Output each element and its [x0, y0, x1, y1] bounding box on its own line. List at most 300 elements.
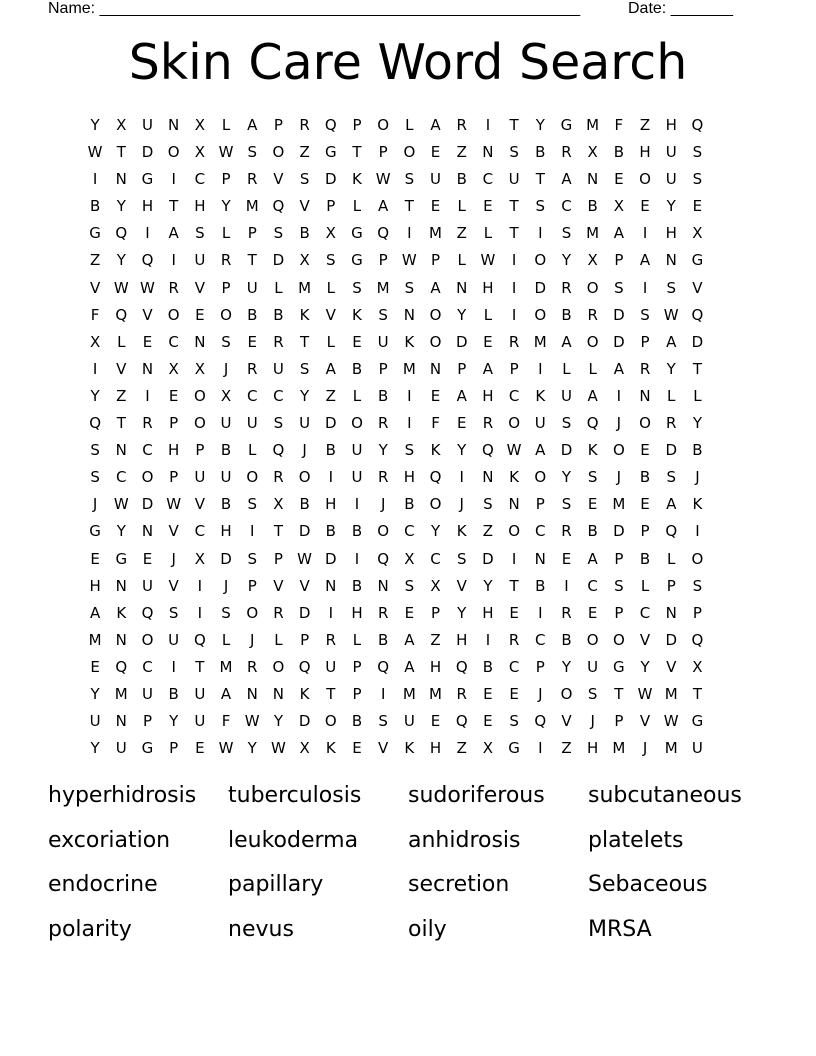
grid-letter[interactable]: Y	[116, 197, 126, 216]
grid-letter[interactable]: P	[640, 522, 650, 541]
grid-letter[interactable]: X	[299, 251, 310, 270]
grid-letter[interactable]: N	[168, 116, 180, 134]
grid-letter[interactable]: Q	[691, 116, 704, 134]
grid-letter[interactable]: E	[142, 549, 153, 568]
grid-letter[interactable]: S	[535, 197, 546, 216]
grid-letter[interactable]: E	[483, 197, 493, 216]
grid-letter[interactable]: B	[220, 495, 232, 514]
grid-letter[interactable]: U	[141, 116, 153, 134]
grid-letter[interactable]: J	[459, 495, 464, 514]
grid-letter[interactable]: O	[193, 414, 206, 433]
grid-letter[interactable]: E	[430, 386, 441, 405]
grid-letter[interactable]: D	[691, 332, 704, 351]
grid-letter[interactable]: U	[403, 712, 415, 731]
grid-letter[interactable]: Q	[141, 603, 154, 622]
grid-letter[interactable]: T	[509, 197, 519, 216]
grid-letter[interactable]: X	[220, 386, 232, 405]
grid-letter[interactable]: T	[509, 576, 519, 595]
grid-letter[interactable]: Q	[455, 657, 468, 676]
grid-letter[interactable]: O	[351, 414, 363, 433]
grid-letter[interactable]: P	[273, 549, 283, 568]
grid-letter[interactable]: Y	[300, 386, 310, 405]
grid-letter[interactable]: L	[352, 386, 362, 405]
grid-letter[interactable]: L	[457, 197, 466, 216]
grid-letter[interactable]: L	[457, 251, 466, 270]
grid-letter[interactable]: R	[561, 522, 572, 541]
grid-letter[interactable]: T	[614, 684, 624, 703]
grid-letter[interactable]: C	[116, 468, 127, 487]
grid-letter[interactable]: V	[692, 278, 703, 297]
grid-letter[interactable]: E	[430, 197, 441, 216]
grid-letter[interactable]: T	[404, 197, 414, 216]
grid-letter[interactable]: S	[692, 576, 703, 595]
grid-letter[interactable]: Q	[272, 441, 285, 460]
grid-letter[interactable]: D	[298, 603, 311, 622]
grid-letter[interactable]: N	[246, 684, 258, 703]
grid-letter[interactable]: L	[117, 332, 126, 351]
grid-letter[interactable]: E	[692, 197, 703, 216]
grid-letter[interactable]: J	[223, 359, 229, 378]
grid-letter[interactable]: M	[114, 684, 128, 703]
grid-letter[interactable]: B	[692, 441, 703, 460]
grid-letter[interactable]: W	[166, 495, 182, 514]
grid-letter[interactable]: O	[586, 278, 599, 297]
grid-letter[interactable]: B	[89, 197, 101, 216]
grid-letter[interactable]: I	[642, 278, 648, 297]
grid-letter[interactable]: Q	[455, 712, 468, 731]
grid-letter[interactable]: B	[587, 522, 598, 541]
grid-letter[interactable]: M	[376, 278, 390, 297]
grid-letter[interactable]: L	[221, 630, 231, 649]
grid-letter[interactable]: P	[378, 143, 388, 162]
grid-letter[interactable]: E	[142, 332, 153, 351]
grid-letter[interactable]: R	[325, 630, 336, 649]
grid-letter[interactable]: U	[220, 468, 232, 487]
grid-letter[interactable]: L	[274, 278, 283, 297]
grid-letter[interactable]: R	[377, 603, 389, 622]
grid-letter[interactable]: Q	[586, 414, 599, 433]
grid-letter[interactable]: Y	[273, 712, 283, 731]
grid-letter[interactable]: W	[113, 278, 129, 297]
grid-letter[interactable]: P	[457, 359, 467, 378]
grid-letter[interactable]: U	[194, 712, 206, 731]
grid-letter[interactable]: H	[456, 630, 468, 649]
grid-letter[interactable]: U	[246, 414, 258, 433]
grid-letter[interactable]: C	[194, 170, 206, 189]
grid-letter[interactable]: S	[221, 603, 231, 622]
grid-letter[interactable]: S	[587, 468, 598, 487]
grid-letter[interactable]: O	[429, 495, 442, 514]
grid-letter[interactable]: H	[194, 197, 206, 216]
grid-letter[interactable]: A	[404, 630, 415, 649]
grid-letter[interactable]: H	[482, 278, 494, 297]
grid-letter[interactable]: P	[169, 468, 179, 487]
grid-letter[interactable]: A	[456, 386, 467, 405]
grid-letter[interactable]: P	[378, 251, 388, 270]
grid-letter[interactable]: L	[274, 630, 283, 649]
grid-letter[interactable]: Q	[691, 630, 704, 649]
grid-letter[interactable]: Y	[90, 386, 100, 405]
grid-letter[interactable]: H	[482, 603, 494, 622]
grid-letter[interactable]: O	[220, 305, 232, 324]
grid-letter[interactable]: X	[613, 197, 624, 216]
grid-letter[interactable]: K	[352, 170, 362, 189]
grid-letter[interactable]: L	[221, 224, 231, 243]
grid-letter[interactable]: C	[561, 197, 572, 216]
grid-letter[interactable]: S	[247, 143, 257, 162]
grid-letter[interactable]: V	[456, 576, 467, 595]
grid-letter[interactable]: S	[640, 305, 650, 324]
grid-letter[interactable]: N	[115, 170, 127, 189]
grid-letter[interactable]: S	[404, 278, 415, 297]
grid-letter[interactable]: N	[456, 278, 468, 297]
grid-letter[interactable]: E	[195, 305, 205, 324]
grid-letter[interactable]: L	[326, 278, 335, 297]
grid-letter[interactable]: B	[351, 712, 363, 731]
grid-letter[interactable]: J	[250, 630, 255, 649]
grid-letter[interactable]: D	[272, 251, 285, 270]
grid-letter[interactable]: S	[509, 143, 519, 162]
grid-letter[interactable]: V	[194, 278, 205, 297]
grid-letter[interactable]: P	[535, 495, 545, 514]
grid-letter[interactable]: G	[141, 739, 154, 758]
grid-letter[interactable]: Y	[457, 305, 467, 324]
grid-letter[interactable]: E	[561, 549, 572, 568]
grid-letter[interactable]: N	[403, 305, 415, 324]
grid-letter[interactable]: G	[508, 739, 520, 758]
grid-letter[interactable]: N	[665, 603, 677, 622]
grid-letter[interactable]: M	[586, 116, 600, 134]
grid-letter[interactable]: G	[89, 522, 101, 541]
grid-letter[interactable]: Y	[457, 441, 467, 460]
grid-letter[interactable]: H	[587, 739, 599, 758]
grid-letter[interactable]: J	[642, 739, 648, 758]
grid-letter[interactable]: W	[113, 495, 129, 514]
grid-letter[interactable]: T	[535, 170, 545, 189]
grid-letter[interactable]: X	[587, 251, 598, 270]
grid-letter[interactable]: I	[407, 414, 412, 433]
grid-letter[interactable]: M	[664, 684, 678, 703]
grid-letter[interactable]: S	[692, 170, 703, 189]
grid-letter[interactable]: O	[246, 603, 259, 622]
grid-letter[interactable]: S	[168, 603, 179, 622]
grid-letter[interactable]: C	[246, 386, 258, 405]
grid-letter[interactable]: S	[299, 170, 310, 189]
grid-letter[interactable]: P	[378, 359, 388, 378]
grid-letter[interactable]: F	[90, 305, 100, 324]
grid-letter[interactable]: C	[508, 657, 520, 676]
grid-letter[interactable]: R	[247, 359, 258, 378]
grid-letter[interactable]: S	[404, 170, 415, 189]
grid-letter[interactable]: O	[429, 332, 442, 351]
grid-letter[interactable]: B	[378, 630, 389, 649]
grid-letter[interactable]: P	[169, 414, 179, 433]
grid-letter[interactable]: V	[639, 630, 651, 649]
grid-letter[interactable]: K	[509, 468, 520, 487]
grid-letter[interactable]: E	[352, 332, 362, 351]
grid-letter[interactable]: I	[511, 251, 517, 270]
grid-letter[interactable]: Y	[666, 359, 676, 378]
grid-letter[interactable]: Z	[639, 116, 651, 134]
grid-letter[interactable]: I	[538, 603, 543, 622]
grid-letter[interactable]: D	[141, 143, 154, 162]
grid-letter[interactable]: S	[614, 278, 624, 297]
grid-letter[interactable]: X	[587, 143, 598, 162]
grid-letter[interactable]: X	[194, 359, 205, 378]
grid-letter[interactable]: W	[218, 739, 234, 758]
grid-letter[interactable]: J	[92, 495, 98, 514]
grid-letter[interactable]: B	[168, 684, 179, 703]
grid-letter[interactable]: L	[640, 576, 650, 595]
grid-letter[interactable]: Q	[534, 712, 547, 731]
grid-letter[interactable]: S	[561, 224, 572, 243]
grid-letter[interactable]: E	[483, 332, 493, 351]
grid-letter[interactable]: S	[378, 305, 388, 324]
grid-letter[interactable]: L	[667, 386, 676, 405]
grid-letter[interactable]: B	[561, 630, 572, 649]
grid-letter[interactable]: Y	[692, 414, 702, 433]
grid-letter[interactable]: C	[639, 603, 651, 622]
grid-letter[interactable]: B	[247, 305, 258, 324]
grid-letter[interactable]: E	[587, 603, 598, 622]
grid-letter[interactable]: D	[325, 170, 337, 189]
grid-letter[interactable]: K	[692, 495, 703, 514]
grid-letter[interactable]: L	[483, 224, 493, 243]
grid-letter[interactable]: X	[482, 739, 494, 758]
grid-letter[interactable]: U	[115, 739, 127, 758]
grid-letter[interactable]: I	[197, 576, 203, 595]
grid-letter[interactable]: G	[351, 224, 363, 243]
grid-letter[interactable]: U	[194, 251, 206, 270]
grid-letter[interactable]: C	[508, 386, 520, 405]
grid-letter[interactable]: P	[431, 251, 441, 270]
grid-letter[interactable]: B	[299, 224, 310, 243]
grid-letter[interactable]: U	[665, 143, 677, 162]
grid-letter[interactable]: A	[89, 603, 101, 622]
grid-letter[interactable]: R	[273, 468, 284, 487]
grid-letter[interactable]: S	[404, 441, 415, 460]
grid-letter[interactable]: S	[587, 684, 598, 703]
grid-letter[interactable]: X	[194, 143, 205, 162]
grid-letter[interactable]: A	[247, 116, 258, 134]
grid-letter[interactable]: E	[614, 170, 624, 189]
grid-letter[interactable]: B	[456, 170, 467, 189]
grid-letter[interactable]: T	[692, 684, 702, 703]
grid-letter[interactable]: D	[325, 549, 337, 568]
grid-letter[interactable]: O	[141, 630, 154, 649]
grid-letter[interactable]: W	[637, 684, 653, 703]
grid-letter[interactable]: N	[665, 251, 677, 270]
grid-letter[interactable]: I	[564, 576, 569, 595]
grid-letter[interactable]: M	[429, 684, 442, 703]
grid-letter[interactable]: V	[194, 495, 205, 514]
grid-letter[interactable]: H	[429, 739, 442, 758]
grid-letter[interactable]: T	[352, 143, 362, 162]
grid-letter[interactable]: A	[404, 657, 415, 676]
grid-letter[interactable]: X	[194, 116, 205, 134]
grid-letter[interactable]: Q	[691, 305, 704, 324]
grid-letter[interactable]: W	[401, 251, 417, 270]
grid-letter[interactable]: L	[483, 305, 493, 324]
grid-letter[interactable]: W	[506, 441, 522, 460]
grid-letter[interactable]: Y	[561, 251, 572, 270]
grid-letter[interactable]: I	[642, 224, 648, 243]
grid-letter[interactable]: Q	[89, 414, 101, 433]
grid-letter[interactable]: Q	[377, 549, 390, 568]
grid-letter[interactable]: X	[116, 116, 127, 134]
grid-letter[interactable]: P	[614, 251, 624, 270]
grid-letter[interactable]: U	[194, 468, 206, 487]
grid-letter[interactable]: M	[612, 495, 626, 514]
grid-letter[interactable]: N	[141, 359, 154, 378]
grid-letter[interactable]: U	[220, 414, 232, 433]
grid-letter[interactable]: Q	[115, 305, 128, 324]
grid-letter[interactable]: P	[352, 684, 362, 703]
grid-letter[interactable]: T	[326, 684, 336, 703]
grid-letter[interactable]: K	[535, 386, 546, 405]
grid-letter[interactable]: N	[587, 170, 599, 189]
grid-letter[interactable]: E	[168, 386, 179, 405]
grid-letter[interactable]: Q	[272, 197, 285, 216]
grid-letter[interactable]: H	[639, 143, 651, 162]
grid-letter[interactable]: V	[299, 576, 310, 595]
grid-letter[interactable]: Y	[561, 657, 572, 676]
grid-letter[interactable]: Y	[666, 197, 676, 216]
grid-letter[interactable]: M	[88, 630, 102, 649]
grid-letter[interactable]: M	[533, 332, 547, 351]
grid-letter[interactable]: I	[511, 305, 517, 324]
grid-letter[interactable]: V	[666, 657, 677, 676]
grid-letter[interactable]: G	[560, 116, 573, 134]
grid-letter[interactable]: P	[195, 441, 205, 460]
grid-letter[interactable]: L	[248, 441, 257, 460]
grid-letter[interactable]: R	[456, 116, 467, 134]
grid-letter[interactable]: H	[220, 522, 232, 541]
grid-letter[interactable]: H	[403, 468, 415, 487]
grid-letter[interactable]: E	[195, 739, 205, 758]
grid-letter[interactable]: M	[245, 197, 259, 216]
grid-letter[interactable]: B	[325, 441, 336, 460]
grid-letter[interactable]: Y	[561, 468, 572, 487]
grid-letter[interactable]: I	[145, 386, 150, 405]
grid-letter[interactable]: T	[509, 116, 519, 134]
grid-letter[interactable]: Y	[535, 116, 545, 134]
grid-letter[interactable]: O	[534, 251, 547, 270]
grid-letter[interactable]: E	[90, 657, 100, 676]
grid-letter[interactable]: L	[693, 386, 702, 405]
grid-letter[interactable]: N	[194, 332, 206, 351]
grid-letter[interactable]: K	[325, 739, 336, 758]
grid-letter[interactable]: D	[298, 522, 311, 541]
grid-letter[interactable]: Y	[247, 739, 257, 758]
grid-letter[interactable]: U	[194, 684, 206, 703]
grid-letter[interactable]: O	[639, 170, 651, 189]
grid-letter[interactable]: O	[691, 549, 704, 568]
grid-letter[interactable]: E	[430, 143, 441, 162]
grid-letter[interactable]: D	[665, 630, 677, 649]
grid-letter[interactable]: U	[272, 359, 284, 378]
grid-letter[interactable]: T	[509, 224, 519, 243]
grid-letter[interactable]: D	[455, 332, 468, 351]
grid-letter[interactable]: Z	[456, 143, 467, 162]
grid-letter[interactable]: O	[612, 441, 625, 460]
grid-letter[interactable]: Z	[456, 224, 467, 243]
grid-letter[interactable]: Q	[482, 441, 494, 460]
grid-letter[interactable]: I	[250, 522, 255, 541]
grid-letter[interactable]: N	[482, 143, 494, 162]
grid-letter[interactable]: T	[273, 522, 283, 541]
grid-letter[interactable]: Q	[429, 468, 442, 487]
grid-letter[interactable]: V	[168, 522, 179, 541]
grid-letter[interactable]: D	[560, 441, 573, 460]
grid-letter[interactable]: V	[168, 576, 179, 595]
grid-letter[interactable]: U	[534, 414, 546, 433]
grid-letter[interactable]: F	[614, 116, 624, 134]
grid-letter[interactable]: O	[298, 468, 311, 487]
grid-letter[interactable]: C	[142, 441, 153, 460]
grid-letter[interactable]: G	[324, 143, 337, 162]
grid-letter[interactable]: I	[354, 549, 360, 568]
grid-letter[interactable]: R	[639, 359, 651, 378]
grid-letter[interactable]: B	[404, 495, 415, 514]
grid-letter[interactable]: J	[590, 712, 595, 731]
grid-letter[interactable]: B	[482, 657, 494, 676]
grid-letter[interactable]: R	[377, 468, 389, 487]
grid-letter[interactable]: C	[273, 386, 284, 405]
grid-letter[interactable]: R	[247, 170, 258, 189]
grid-letter[interactable]: N	[115, 441, 127, 460]
grid-letter[interactable]: A	[613, 224, 624, 243]
grid-letter[interactable]: A	[613, 359, 624, 378]
grid-letter[interactable]: U	[665, 170, 677, 189]
grid-letter[interactable]: A	[535, 441, 546, 460]
grid-letter[interactable]: W	[480, 251, 496, 270]
grid-letter[interactable]: I	[485, 116, 491, 134]
grid-letter[interactable]: I	[92, 170, 98, 189]
grid-letter[interactable]: Z	[325, 386, 336, 405]
grid-letter[interactable]: U	[141, 576, 153, 595]
grid-letter[interactable]: G	[115, 549, 128, 568]
grid-letter[interactable]: D	[613, 332, 625, 351]
grid-letter[interactable]: P	[247, 224, 257, 243]
grid-letter[interactable]: G	[89, 224, 101, 243]
grid-letter[interactable]: L	[352, 197, 362, 216]
grid-letter[interactable]: O	[403, 143, 416, 162]
grid-letter[interactable]: S	[404, 576, 415, 595]
grid-letter[interactable]: T	[116, 143, 126, 162]
grid-letter[interactable]: O	[167, 143, 180, 162]
grid-letter[interactable]: R	[273, 332, 284, 351]
grid-letter[interactable]: U	[351, 468, 363, 487]
grid-letter[interactable]: B	[639, 549, 651, 568]
grid-letter[interactable]: Y	[116, 522, 126, 541]
grid-letter[interactable]: A	[587, 386, 598, 405]
grid-letter[interactable]: U	[587, 657, 599, 676]
grid-letter[interactable]: B	[561, 305, 572, 324]
grid-letter[interactable]: B	[639, 468, 651, 487]
grid-letter[interactable]: X	[299, 739, 310, 758]
grid-letter[interactable]: V	[116, 359, 127, 378]
grid-letter[interactable]: T	[692, 359, 702, 378]
grid-letter[interactable]: J	[302, 441, 307, 460]
grid-letter[interactable]: U	[560, 386, 572, 405]
grid-letter[interactable]: X	[692, 657, 703, 676]
grid-letter[interactable]: S	[90, 441, 100, 460]
grid-letter[interactable]: O	[508, 522, 520, 541]
grid-letter[interactable]: K	[352, 305, 362, 324]
grid-letter[interactable]: W	[270, 739, 286, 758]
grid-letter[interactable]: T	[247, 251, 257, 270]
